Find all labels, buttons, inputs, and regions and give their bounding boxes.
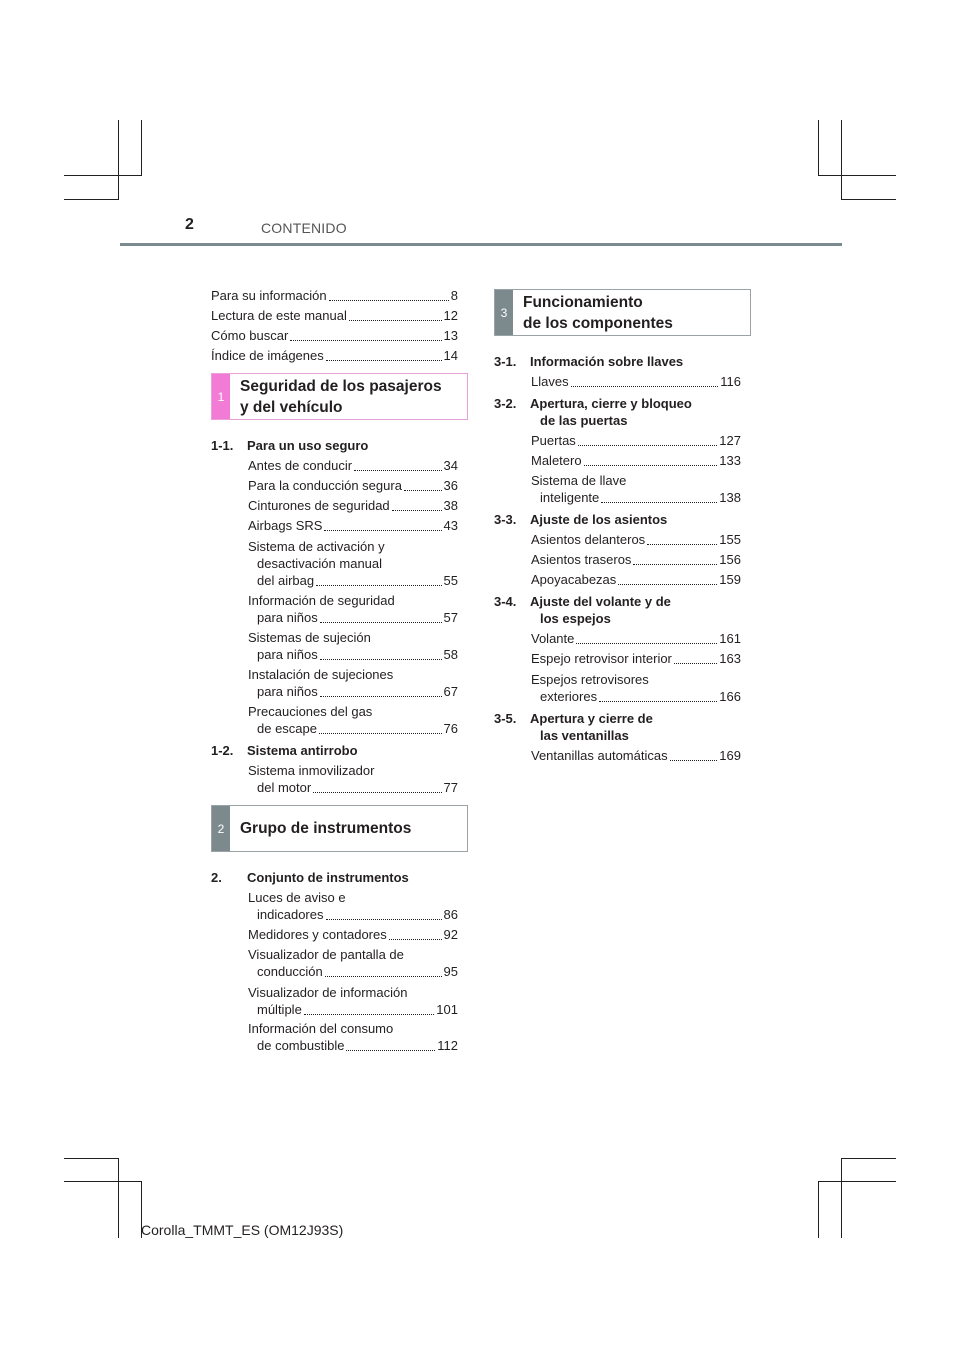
toc-entry[interactable]: inteligente 138 (540, 490, 741, 505)
chapter-title: y del vehículo (240, 398, 343, 416)
crop-mark (818, 120, 819, 176)
running-head: CONTENIDO (261, 220, 347, 236)
section-heading[interactable]: 2. Conjunto de instrumentos (211, 870, 409, 885)
section-heading-line: las ventanillas (540, 728, 629, 743)
toc-entry-line: Visualizador de información (248, 985, 408, 1000)
chapter-tab: 3 (495, 290, 513, 335)
crop-mark (64, 175, 142, 176)
toc-entry[interactable]: exteriores 166 (540, 689, 741, 704)
toc-entry-line: Espejos retrovisores (531, 672, 649, 687)
chapter-title: Seguridad de los pasajeros (240, 377, 442, 395)
toc-entry-line: Información de seguridad (248, 593, 395, 608)
toc-entry[interactable]: Cómo buscar 13 (211, 328, 458, 343)
chapter-title: Grupo de instrumentos (240, 820, 412, 837)
toc-entry[interactable]: Puertas 127 (531, 433, 741, 448)
toc-entry[interactable]: Antes de conducir 34 (248, 458, 458, 473)
toc-entry[interactable]: Apoyacabezas 159 (531, 572, 741, 587)
toc-entry[interactable]: Para su información 8 (211, 288, 458, 303)
section-heading[interactable]: 3-5. Apertura y cierre de (494, 711, 653, 726)
toc-entry[interactable]: Asientos traseros 156 (531, 552, 741, 567)
toc-entry[interactable]: múltiple 101 (257, 1002, 458, 1017)
section-heading[interactable]: 1-2. Sistema antirrobo (211, 743, 358, 758)
chapter-title: Funcionamiento (523, 293, 643, 311)
chapter-1-heading[interactable] (211, 373, 468, 420)
toc-entry-line: desactivación manual (257, 556, 383, 571)
toc-entry[interactable]: para niños 58 (257, 647, 458, 662)
crop-mark (64, 1181, 142, 1182)
toc-entry[interactable]: Cinturones de seguridad 38 (248, 498, 458, 513)
toc-entry[interactable]: Índice de imágenes 14 (211, 348, 458, 363)
toc-entry-line: Precauciones del gas (248, 704, 373, 719)
toc-entry[interactable]: del motor 77 (257, 780, 458, 795)
toc-entry[interactable]: del airbag 55 (257, 573, 458, 588)
toc-entry[interactable]: para niños 57 (257, 610, 458, 625)
toc-entry[interactable]: indicadores 86 (257, 907, 458, 922)
crop-mark (841, 1158, 842, 1238)
crop-mark (841, 199, 896, 200)
section-heading-line: de las puertas (540, 413, 628, 428)
crop-mark (118, 120, 119, 200)
section-heading[interactable]: 3-1. Información sobre llaves (494, 354, 684, 369)
toc-entry[interactable]: Asientos delanteros 155 (531, 532, 741, 547)
crop-mark (118, 1158, 119, 1238)
section-heading-line: los espejos (540, 611, 611, 626)
section-heading[interactable]: 3-3. Ajuste de los asientos (494, 512, 668, 527)
crop-mark (841, 1158, 896, 1159)
toc-entry[interactable]: Llaves 116 (531, 374, 741, 389)
toc-entry[interactable]: Ventanillas automáticas 169 (531, 748, 741, 763)
toc-entry-line: Sistema de llave (531, 473, 627, 488)
toc-entry[interactable]: Para la conducción segura 36 (248, 478, 458, 493)
chapter-3-heading[interactable] (494, 289, 751, 336)
crop-mark (64, 1158, 119, 1159)
chapter-tab: 2 (212, 806, 230, 851)
toc-entry[interactable]: Espejo retrovisor interior 163 (531, 651, 741, 666)
chapter-2-heading[interactable] (211, 805, 468, 852)
toc-entry[interactable]: de escape 76 (257, 721, 458, 736)
toc-entry-line: Sistemas de sujeción (248, 630, 371, 645)
toc-entry[interactable]: de combustible 112 (257, 1038, 458, 1053)
crop-mark (141, 120, 142, 176)
toc-entry[interactable]: Maletero 133 (531, 453, 741, 468)
crop-mark (841, 120, 842, 200)
toc-entry-line: Sistema inmovilizador (248, 763, 375, 778)
crop-mark (818, 1181, 896, 1182)
toc-entry[interactable]: para niños 67 (257, 684, 458, 699)
toc-entry-line: Sistema de activación y (248, 539, 385, 554)
footer-text: Corolla_TMMT_ES (OM12J93S) (141, 1222, 344, 1238)
toc-entry-line: Luces de aviso e (248, 890, 346, 905)
section-heading[interactable]: 3-4. Ajuste del volante y de (494, 594, 671, 609)
toc-entry-line: Visualizador de pantalla de (248, 947, 404, 962)
crop-mark (64, 199, 119, 200)
toc-entry[interactable]: Volante 161 (531, 631, 741, 646)
section-heading[interactable]: 1-1. Para un uso seguro (211, 438, 369, 453)
toc-entry[interactable]: Medidores y contadores 92 (248, 927, 458, 942)
toc-entry[interactable]: conducción 95 (257, 964, 458, 979)
chapter-title: de los componentes (523, 314, 673, 332)
toc-entry-line: Instalación de sujeciones (248, 667, 394, 682)
header-rule (120, 243, 842, 246)
toc-entry[interactable]: Lectura de este manual 12 (211, 308, 458, 323)
page-number: 2 (185, 216, 194, 233)
section-heading[interactable]: 3-2. Apertura, cierre y bloqueo (494, 396, 692, 411)
crop-mark (818, 1181, 819, 1238)
chapter-tab: 1 (212, 374, 230, 419)
toc-entry-line: Información del consumo (248, 1021, 394, 1036)
toc-entry[interactable]: Airbags SRS 43 (248, 518, 458, 533)
crop-mark (818, 175, 896, 176)
